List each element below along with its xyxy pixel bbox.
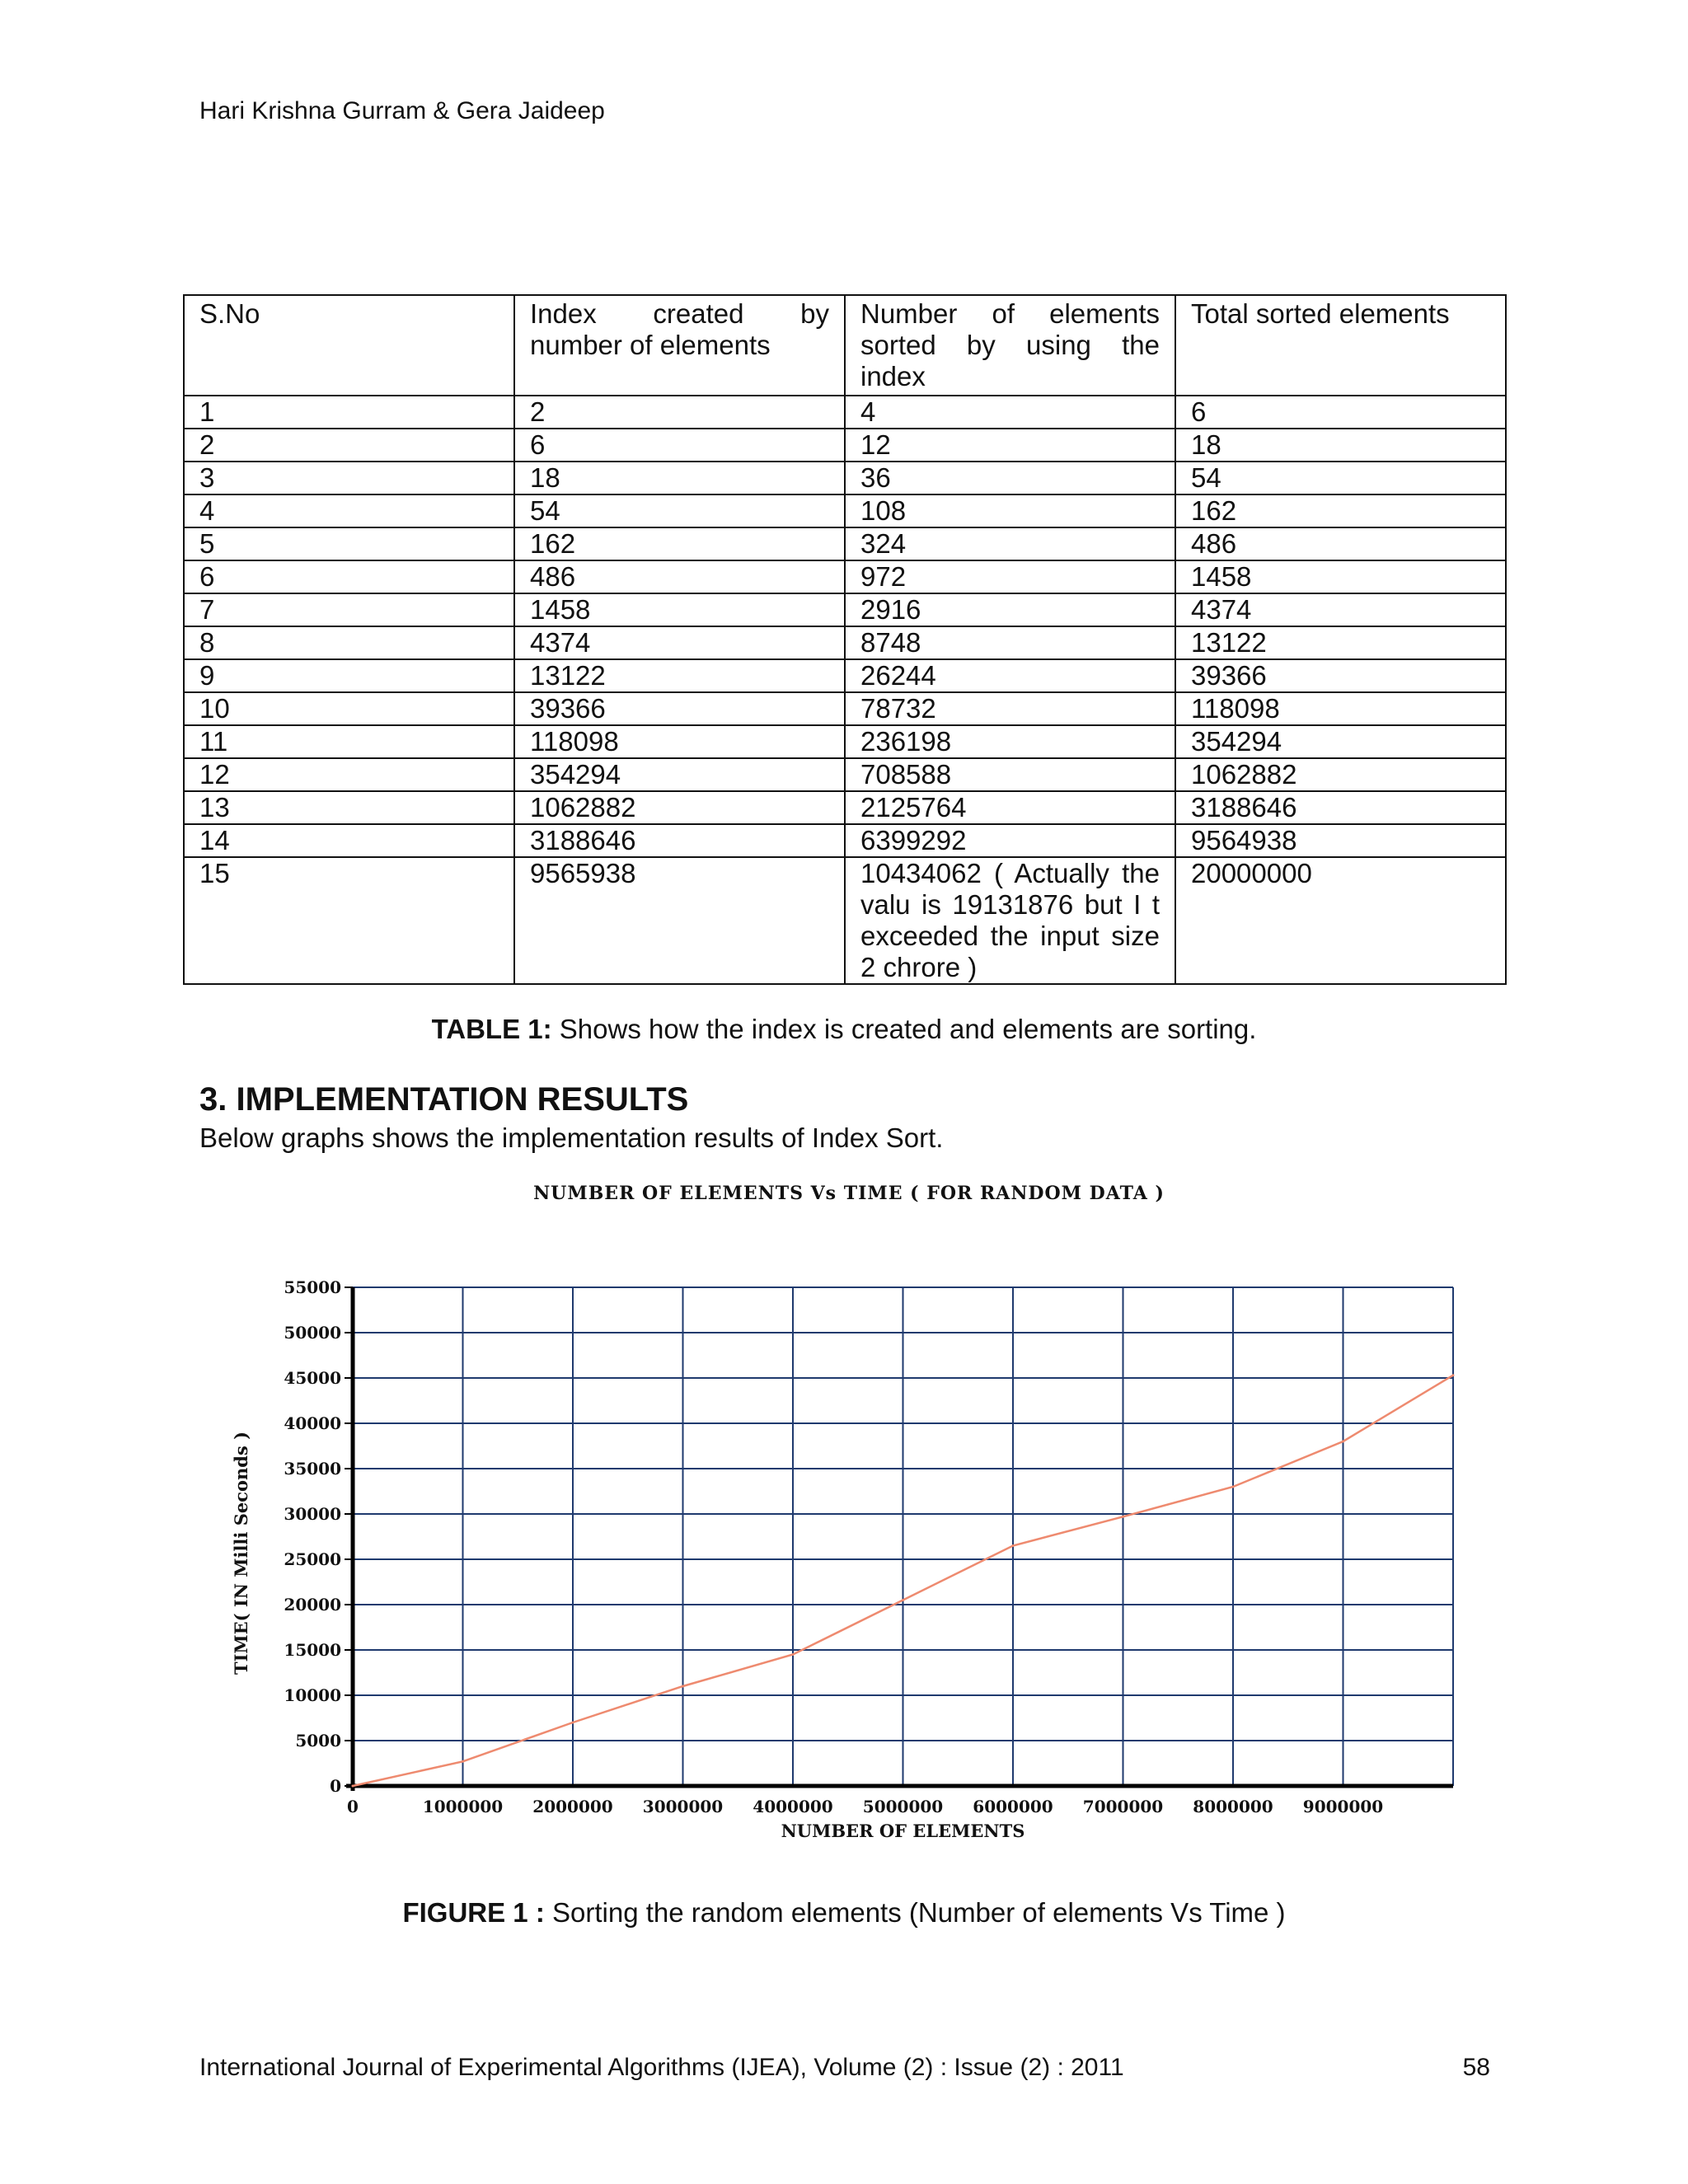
data-point xyxy=(572,1722,574,1724)
data-point xyxy=(1012,1544,1015,1547)
y-tick-label: 20000 xyxy=(284,1595,341,1615)
table-row xyxy=(184,791,1506,824)
table-cell: 118098 xyxy=(1175,692,1506,725)
table-cell: 11 xyxy=(184,725,514,758)
table-cell: 1 xyxy=(184,396,514,429)
table-row xyxy=(184,429,1506,462)
x-tick-label: 2000000 xyxy=(532,1797,613,1816)
table-row xyxy=(184,758,1506,791)
table-row xyxy=(184,560,1506,593)
table-cell: 18 xyxy=(514,462,845,494)
table-row xyxy=(184,692,1506,725)
table-cell: 9 xyxy=(184,659,514,692)
table-cell: 13 xyxy=(184,791,514,824)
x-tick-label: 0 xyxy=(347,1797,359,1816)
table-cell: 4 xyxy=(184,494,514,527)
data-point xyxy=(1122,1516,1124,1518)
table-cell: 13122 xyxy=(1175,626,1506,659)
table-row xyxy=(184,824,1506,857)
table-cell: 236198 xyxy=(845,725,1175,758)
table-cell: 54 xyxy=(514,494,845,527)
y-tick-label: 50000 xyxy=(284,1323,341,1343)
table-body xyxy=(184,295,1506,984)
table-cell: 10434062 ( Actually the valu is 19131876 but I t exceeded the input size 2 chrore ) xyxy=(845,857,1175,984)
data-point xyxy=(902,1599,904,1601)
table-cell: 5 xyxy=(184,527,514,560)
x-tick-label: 6000000 xyxy=(973,1797,1053,1816)
table-cell: 162 xyxy=(514,527,845,560)
table-cell: 6 xyxy=(514,429,845,462)
table-cell: 36 xyxy=(845,462,1175,494)
table-cell: 108 xyxy=(845,494,1175,527)
table-cell: 8748 xyxy=(845,626,1175,659)
table-row xyxy=(184,725,1506,758)
table-cell: 10 xyxy=(184,692,514,725)
x-axis-label: NUMBER OF ELEMENTS xyxy=(781,1821,1025,1841)
table-row xyxy=(184,462,1506,494)
table-cell: 6 xyxy=(184,560,514,593)
data-point xyxy=(1342,1441,1344,1443)
y-tick-label: 55000 xyxy=(284,1277,341,1297)
table-row xyxy=(184,527,1506,560)
y-tick-label: 35000 xyxy=(284,1459,341,1479)
table-cell: 13122 xyxy=(514,659,845,692)
table-cell: 18 xyxy=(1175,429,1506,462)
x-tick-label: 4000000 xyxy=(753,1797,833,1816)
table-row xyxy=(184,857,1506,984)
table-cell: 26244 xyxy=(845,659,1175,692)
table-caption-text: Shows how the index is created and elements are sorting. xyxy=(551,1014,1257,1044)
data-point xyxy=(352,1785,354,1788)
chart-title: NUMBER OF ELEMENTS Vs TIME ( FOR RANDOM DATA ) xyxy=(533,1183,1165,1204)
table-cell: 354294 xyxy=(514,758,845,791)
x-tick-label: 3000000 xyxy=(642,1797,724,1816)
y-tick-label: 25000 xyxy=(284,1549,341,1569)
column-header: Index created by number of elements xyxy=(514,295,845,396)
data-point xyxy=(462,1760,464,1763)
table-cell: 708588 xyxy=(845,758,1175,791)
table-cell: 9564938 xyxy=(1175,824,1506,857)
column-header: Number of elements sorted by using the index xyxy=(845,295,1175,396)
table-cell: 4374 xyxy=(1175,593,1506,626)
table-cell: 2 xyxy=(514,396,845,429)
page-number: 58 xyxy=(1462,2054,1490,2081)
table-cell: 78732 xyxy=(845,692,1175,725)
table-cell: 12 xyxy=(845,429,1175,462)
table-cell: 2125764 xyxy=(845,791,1175,824)
table-row xyxy=(184,593,1506,626)
table-cell: 8 xyxy=(184,626,514,659)
x-tick-label: 1000000 xyxy=(422,1797,504,1816)
table-cell: 354294 xyxy=(1175,725,1506,758)
table-cell: 6 xyxy=(1175,396,1506,429)
x-tick-label: 5000000 xyxy=(862,1797,944,1816)
x-tick-label: 7000000 xyxy=(1082,1797,1164,1816)
table-row xyxy=(184,659,1506,692)
y-tick-label: 15000 xyxy=(284,1640,341,1660)
x-tick-label: 8000000 xyxy=(1193,1797,1273,1816)
y-tick-label: 0 xyxy=(330,1776,341,1796)
column-header: S.No xyxy=(184,295,514,396)
column-header: Total sorted elements xyxy=(1175,295,1506,396)
figure-caption-label: FIGURE 1 : xyxy=(402,1897,545,1928)
figure-caption xyxy=(0,1897,1688,1929)
table-cell: 39366 xyxy=(1175,659,1506,692)
table-cell: 4374 xyxy=(514,626,845,659)
table-cell: 118098 xyxy=(514,725,845,758)
table-cell: 9565938 xyxy=(514,857,845,984)
y-tick-label: 10000 xyxy=(284,1685,341,1705)
table-cell: 6399292 xyxy=(845,824,1175,857)
table-cell: 3 xyxy=(184,462,514,494)
y-tick-label: 30000 xyxy=(284,1504,341,1524)
table-cell: 15 xyxy=(184,857,514,984)
table-cell: 2916 xyxy=(845,593,1175,626)
table-cell: 4 xyxy=(845,396,1175,429)
table-caption xyxy=(0,1014,1688,1045)
y-tick-label: 40000 xyxy=(284,1413,341,1433)
figure-caption-text: Sorting the random elements (Number of elements Vs Time ) xyxy=(544,1897,1286,1928)
table-header-row xyxy=(184,295,1506,396)
chart-svg xyxy=(223,1170,1475,1846)
table-cell: 12 xyxy=(184,758,514,791)
table-cell: 2 xyxy=(184,429,514,462)
journal-footer: International Journal of Experimental Algorithms (IJEA), Volume (2) : Issue (2) : 2011 xyxy=(199,2054,1124,2081)
table-cell: 14 xyxy=(184,824,514,857)
data-point xyxy=(1452,1374,1455,1376)
table-cell: 54 xyxy=(1175,462,1506,494)
table-cell: 972 xyxy=(845,560,1175,593)
data-point xyxy=(682,1685,684,1688)
figure-1-chart xyxy=(223,1170,1475,1846)
table-cell: 162 xyxy=(1175,494,1506,527)
table-row xyxy=(184,626,1506,659)
table-cell: 1458 xyxy=(1175,560,1506,593)
table-row xyxy=(184,494,1506,527)
table-cell: 486 xyxy=(514,560,845,593)
index-table xyxy=(183,294,1507,985)
table-cell: 7 xyxy=(184,593,514,626)
table-cell: 1062882 xyxy=(514,791,845,824)
table-cell: 3188646 xyxy=(1175,791,1506,824)
table-cell: 1062882 xyxy=(1175,758,1506,791)
table-cell: 486 xyxy=(1175,527,1506,560)
table-cell: 3188646 xyxy=(514,824,845,857)
table-cell: 324 xyxy=(845,527,1175,560)
y-axis-label: TIME( IN Milli Seconds ) xyxy=(231,1431,251,1675)
data-point xyxy=(1232,1486,1235,1488)
section-title: 3. IMPLEMENTATION RESULTS xyxy=(199,1081,689,1118)
y-tick-label: 45000 xyxy=(284,1368,341,1388)
y-tick-label: 5000 xyxy=(295,1731,341,1750)
table-caption-label: TABLE 1: xyxy=(431,1014,552,1044)
table-cell: 20000000 xyxy=(1175,857,1506,984)
running-header: Hari Krishna Gurram & Gera Jaideep xyxy=(199,97,605,124)
section-intro: Below graphs shows the implementation results of Index Sort. xyxy=(199,1122,944,1153)
data-point xyxy=(792,1653,795,1656)
x-tick-label: 9000000 xyxy=(1302,1797,1384,1816)
table-cell: 39366 xyxy=(514,692,845,725)
table-row xyxy=(184,396,1506,429)
table-cell: 1458 xyxy=(514,593,845,626)
